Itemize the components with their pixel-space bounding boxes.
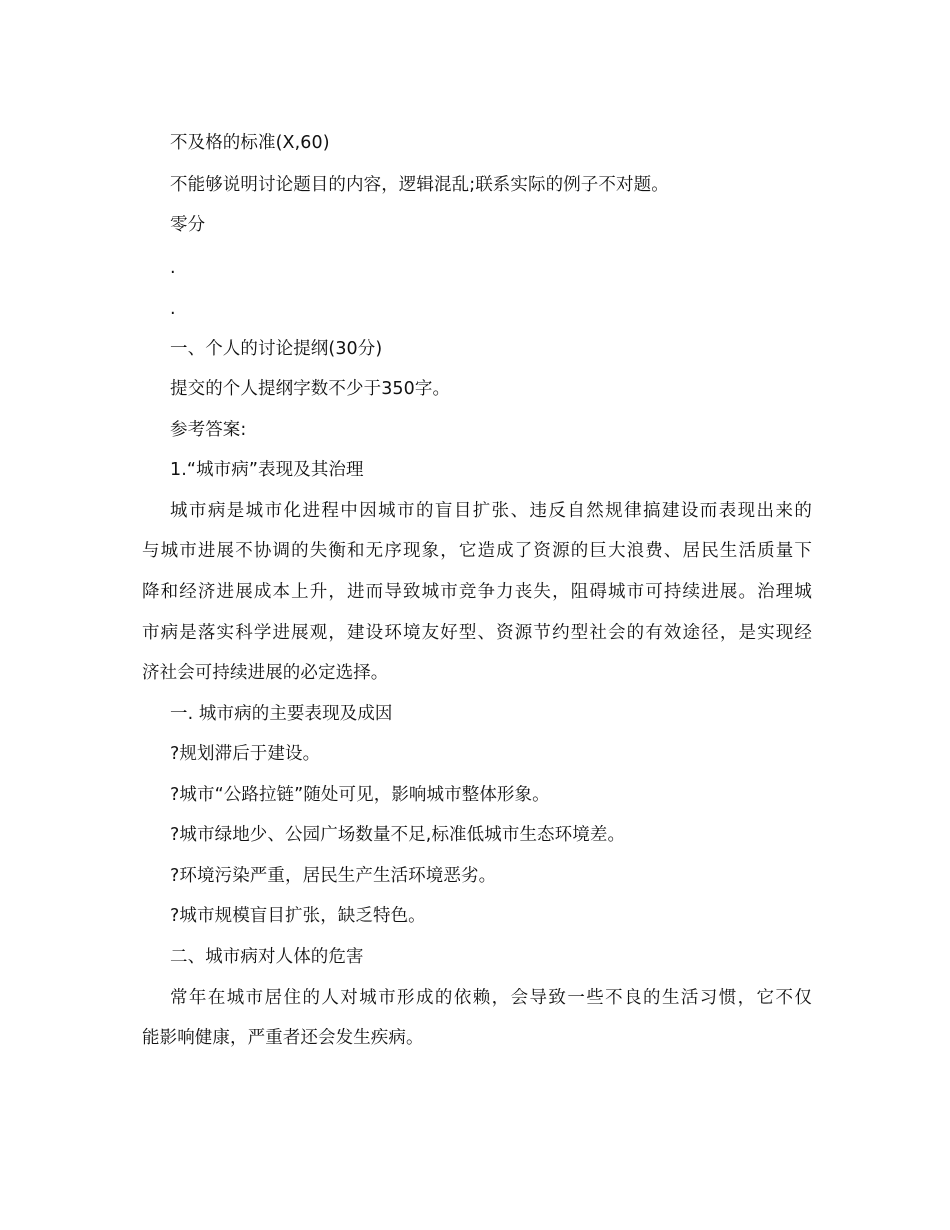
fail-standard-description: 不能够说明讨论题目的内容，逻辑混乱;联系实际的例子不对题。 (170, 175, 669, 195)
dot-separator: . (170, 299, 176, 319)
section-heading-outline: 一、个人的讨论提纲(30分) (170, 339, 383, 359)
list-item: ?城市规模盲目扩张，缺乏特色。 (170, 906, 426, 926)
dot-separator: . (170, 258, 176, 278)
list-item: ?城市绿地少、公园广场数量不足,标准低城市生态环境差。 (170, 825, 626, 845)
paragraph-line: 能影响健康，严重者还会发生疾病。 (142, 1028, 424, 1048)
paragraph-line: 市病是落实科学进展观，建设环境友好型、资源节约型社会的有效途径，是实现经 (142, 623, 812, 643)
subsection-heading: 一. 城市病的主要表现及成因 (170, 704, 393, 724)
fail-standard-heading: 不及格的标准(X,60) (170, 133, 330, 153)
paragraph-line: 常年在城市居住的人对城市形成的依赖，会导致一些不良的生活习惯，它不仅 (170, 988, 812, 1008)
subsection-heading: 二、城市病对人体的危害 (170, 947, 364, 967)
topic-title: 1.“城市病”表现及其治理 (170, 460, 364, 480)
paragraph-line: 与城市进展不协调的失衡和无序现象，它造成了资源的巨大浪费、居民生活质量下 (142, 541, 812, 561)
paragraph-line: 城市病是城市化进程中因城市的盲目扩张、违反自然规律搞建设而表现出来的 (170, 501, 812, 521)
paragraph-line: 降和经济进展成本上升，进而导致城市竞争力丧失，阻碍城市可持续进展。治理城 (142, 582, 812, 602)
reference-answer-label: 参考答案: (170, 420, 247, 440)
list-item: ?环境污染严重，居民生产生活环境恶劣。 (170, 866, 497, 886)
zero-score-label: 零分 (170, 215, 206, 235)
paragraph-line: 济社会可持续进展的必定选择。 (142, 663, 389, 683)
list-item: ?规划滞后于建设。 (170, 744, 321, 764)
list-item: ?城市“公路拉链”随处可见，影响城市整体形象。 (170, 785, 550, 805)
outline-requirement: 提交的个人提纲字数不少于350字。 (170, 379, 451, 399)
